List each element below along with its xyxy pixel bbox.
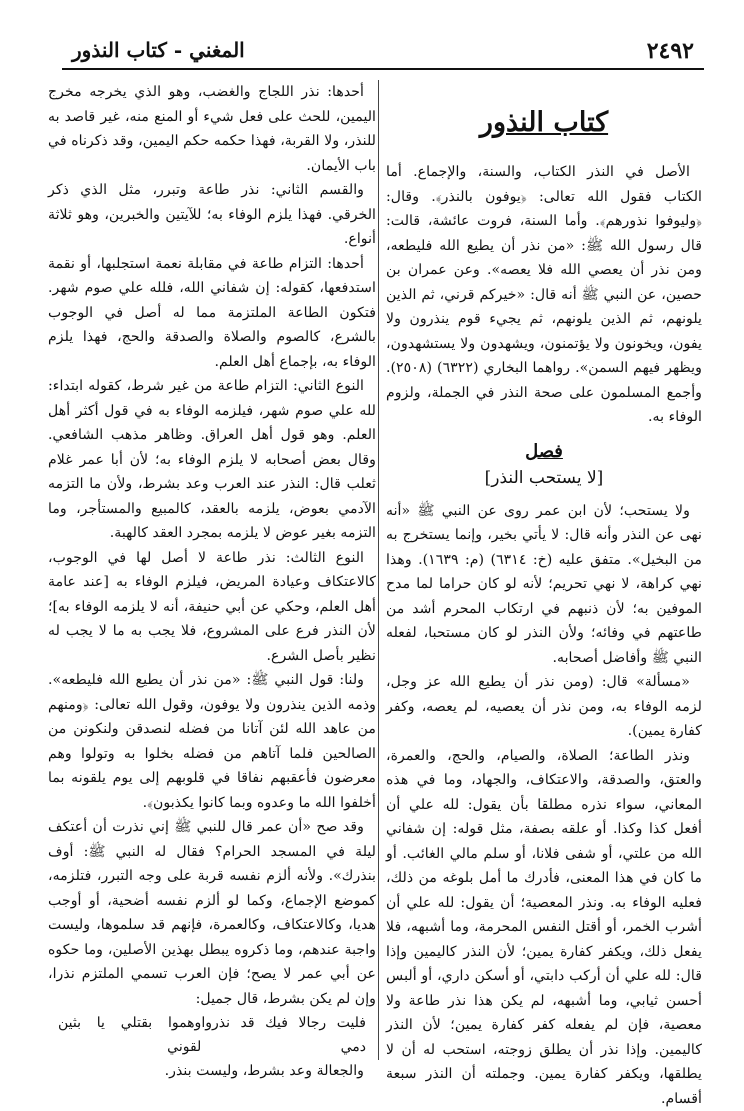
verse-hemistich-2: وهموا بقتلي يا بثين لقوني <box>58 1011 201 1059</box>
paragraph: ولا يستحب؛ لأن ابن عمر روى عن النبي ﷺ «أنه نهى عن النذر وأنه قال: لا يأتي بخير، وإنما يستخرج به من البخيل». متفق عليه (خ: ٦٣١٤) (م: ١٦٣٩). وهذا نهي كراهة، لا نهي تحريم؛ لأنه لو كان حراما لما مدح الموفين به؛ لأن ذنبهم في ارتكاب المحرم أشد من طاعتهم في وفائه؛ ولأن النذر لو كان مستحبا، لفعله النبي ﷺ وأفاضل أصحابه. <box>386 499 702 671</box>
section-heading: فصل <box>386 440 702 465</box>
intro-paragraph: الأصل في النذر الكتاب، والسنة، والإجماع. أما الكتاب فقول الله تعالى: ﴿يوفون بالنذر﴾. وقال: ﴿وليوفوا نذورهم﴾. وأما السنة، فروت عائشة، قالت: قال رسول الله ﷺ: «من نذر أن يطيع الله فليطعه، ومن نذر أن يعصي الله فلا يعصه». وعن عمران بن حصين، عن النبي ﷺ أنه قال: «خيركم قرني، ثم الذين يلونهم، ثم الذين يلونهم، ثم يجيء قوم ينذرون ولا يفون، ويخونون ولا يؤتمنون، ويشهدون ولا يستشهدون، ويظهر فيهم السمن». رواهما البخاري (٦٣٢٢) (٢٥٠٨). وأجمع المسلمون على صحة النذر في الجملة، ولزوم الوفاء به. <box>386 160 702 430</box>
running-head: المغني - كتاب النذور <box>72 38 245 62</box>
poem-verse <box>58 1011 366 1059</box>
paragraph: والقسم الثاني: نذر طاعة وتبرر، مثل الذي ذكر الخرقي. فهذا يلزم الوفاء به؛ للآيتين والخبرين، وهو ثلاثة أنواع. <box>48 178 376 252</box>
right-column <box>386 80 702 1111</box>
paragraph: وقد صح «أن عمر قال للنبي ﷺ إني نذرت أن أعتكف ليلة في المسجد الحرام؟ فقال له النبي ﷺ: أوف بنذرك». ولأنه ألزم نفسه قربة على وجه التبرر، فتلزمه، كموضع الإجماع، وكما لو ألزم نفسه أضحية، أو أوجب هديا، وكالاعتكاف، وكالعمرة، فإنهم قد سلموها، وليست واجبة عندهم، وما ذكروه يبطل بهذين الأصلين، وما حكوه عن أبي عمر لا يصح؛ فإن العرب تسمي الملتزم نذرا، وإن لم يكن بشرط، قال جميل: <box>48 815 376 1011</box>
paragraph: ولنا: قول النبي ﷺ: «من نذر أن يطيع الله فليطعه». وذمه الذين ينذرون ولا يوفون، وقول الله تعالى: ﴿ومنهم من عاهد الله لئن آتانا من فضله لنصدقن ولنكونن من الصالحين فلما آتاهم من فضله بخلوا به وتولوا وهم معرضون فأعقبهم نفاقا في قلوبهم إلى يوم يلقونه بما أخلفوا الله ما وعدوه وبما كانوا يكذبون﴾. <box>48 668 376 815</box>
paragraph: أحدها: التزام طاعة في مقابلة نعمة استجلبها، أو نقمة استدفعها، كقوله: إن شفاني الله، فلله علي صوم شهر. فتكون الطاعة الملتزمة مما له أصل في الوجوب بالشرع، كالصوم والصلاة والصدقة والحج، فهذا يلزم الوفاء به، بإجماع أهل العلم. <box>48 252 376 375</box>
paragraph: أحدها: نذر اللجاج والغضب، وهو الذي يخرجه مخرج اليمين، للحث على فعل شيء أو المنع منه، غير قاصد به للنذر، ولا القربة، فهذا حكمه حكم اليمين، وقد ذكرناه في باب الأيمان. <box>48 80 376 178</box>
column-divider <box>378 80 379 1060</box>
paragraph: ونذر الطاعة؛ الصلاة، والصيام، والحج، والعمرة، والعتق، والصدقة، والاعتكاف، والجهاد، وما في هذه المعاني، سواء نذره مطلقا بأن يقول: لله علي أن أفعل كذا وكذا. أو علقه بصفة، مثل قوله: إن شفاني الله من علتي، أو شفى فلانا، أو سلم مالي الغائب. أو ما كان في هذا المعنى، فأدرك ما أمل بلوغه من ذلك، فعليه الوفاء به. ونذر المعصية؛ أن يقول: لله علي أن أشرب الخمر، أو أقتل النفس المحرمة، وما أشبهه، فلا يفعل ذلك، ويكفر كفارة يمين؛ لأن النذر كاليمين وإذا قال: لله علي أن أركب دابتي، أو أسكن داري، أو ألبس أحسن ثيابي، وما أشبهه، لم يكن هذا نذر طاعة ولا معصية، فإن لم يفعله كفر كفارة يمين؛ لأن النذر كاليمين. وإذا نذر أن يطلق زوجته، استحب له أن لا يطلقها، ويكفر كفارة يمين. وجملته أن النذر سبعة أقسام. <box>386 744 702 1111</box>
paragraph: النوع الثالث: نذر طاعة لا أصل لها في الوجوب، كالاعتكاف وعيادة المريض، فيلزم الوفاء به [عند عامة أهل العلم، وحكي عن أبي حنيفة، أنه لا يلزمه الوفاء به]؛ لأن النذر فرع على المشروع، فلا يجب به ما لا يجب له نظير بأصل الشرع. <box>48 546 376 669</box>
page-number: ٢٤٩٢ <box>647 38 694 64</box>
paragraph: والجعالة وعد بشرط، وليست بنذر. <box>48 1059 376 1084</box>
section-subheading: [لا يستحب النذر] <box>386 466 702 491</box>
paragraph: النوع الثاني: التزام طاعة من غير شرط، كقوله ابتداء: لله علي صوم شهر، فيلزمه الوفاء به في قول أكثر أهل العلم. وهو قول أهل العراق. وظاهر مذهب الشافعي. وقال بعض أصحابه لا يلزم الوفاء به؛ لأن أبا عمر غلام ثعلب قال: النذر عند العرب وعد بشرط، ولأن ما التزمه الآدمي بعوض، يلزمه بالعقد، كالمبيع والمستأجر، وما التزمه بغير عوض لا يلزمه بمجرد العقد كالهبة. <box>48 374 376 546</box>
masala-paragraph: «مسألة» قال: (ومن نذر أن يطيع الله عز وجل، لزمه الوفاء به، ومن نذر أن يعصيه، لم يعصه، وكفر كفارة يمين). <box>386 670 702 744</box>
left-column <box>48 80 376 1084</box>
verse-hemistich-1: فليت رجالا فيك قد نذروا دمي <box>201 1011 366 1059</box>
book-title: كتاب النذور <box>386 106 702 140</box>
page-header <box>62 34 704 70</box>
